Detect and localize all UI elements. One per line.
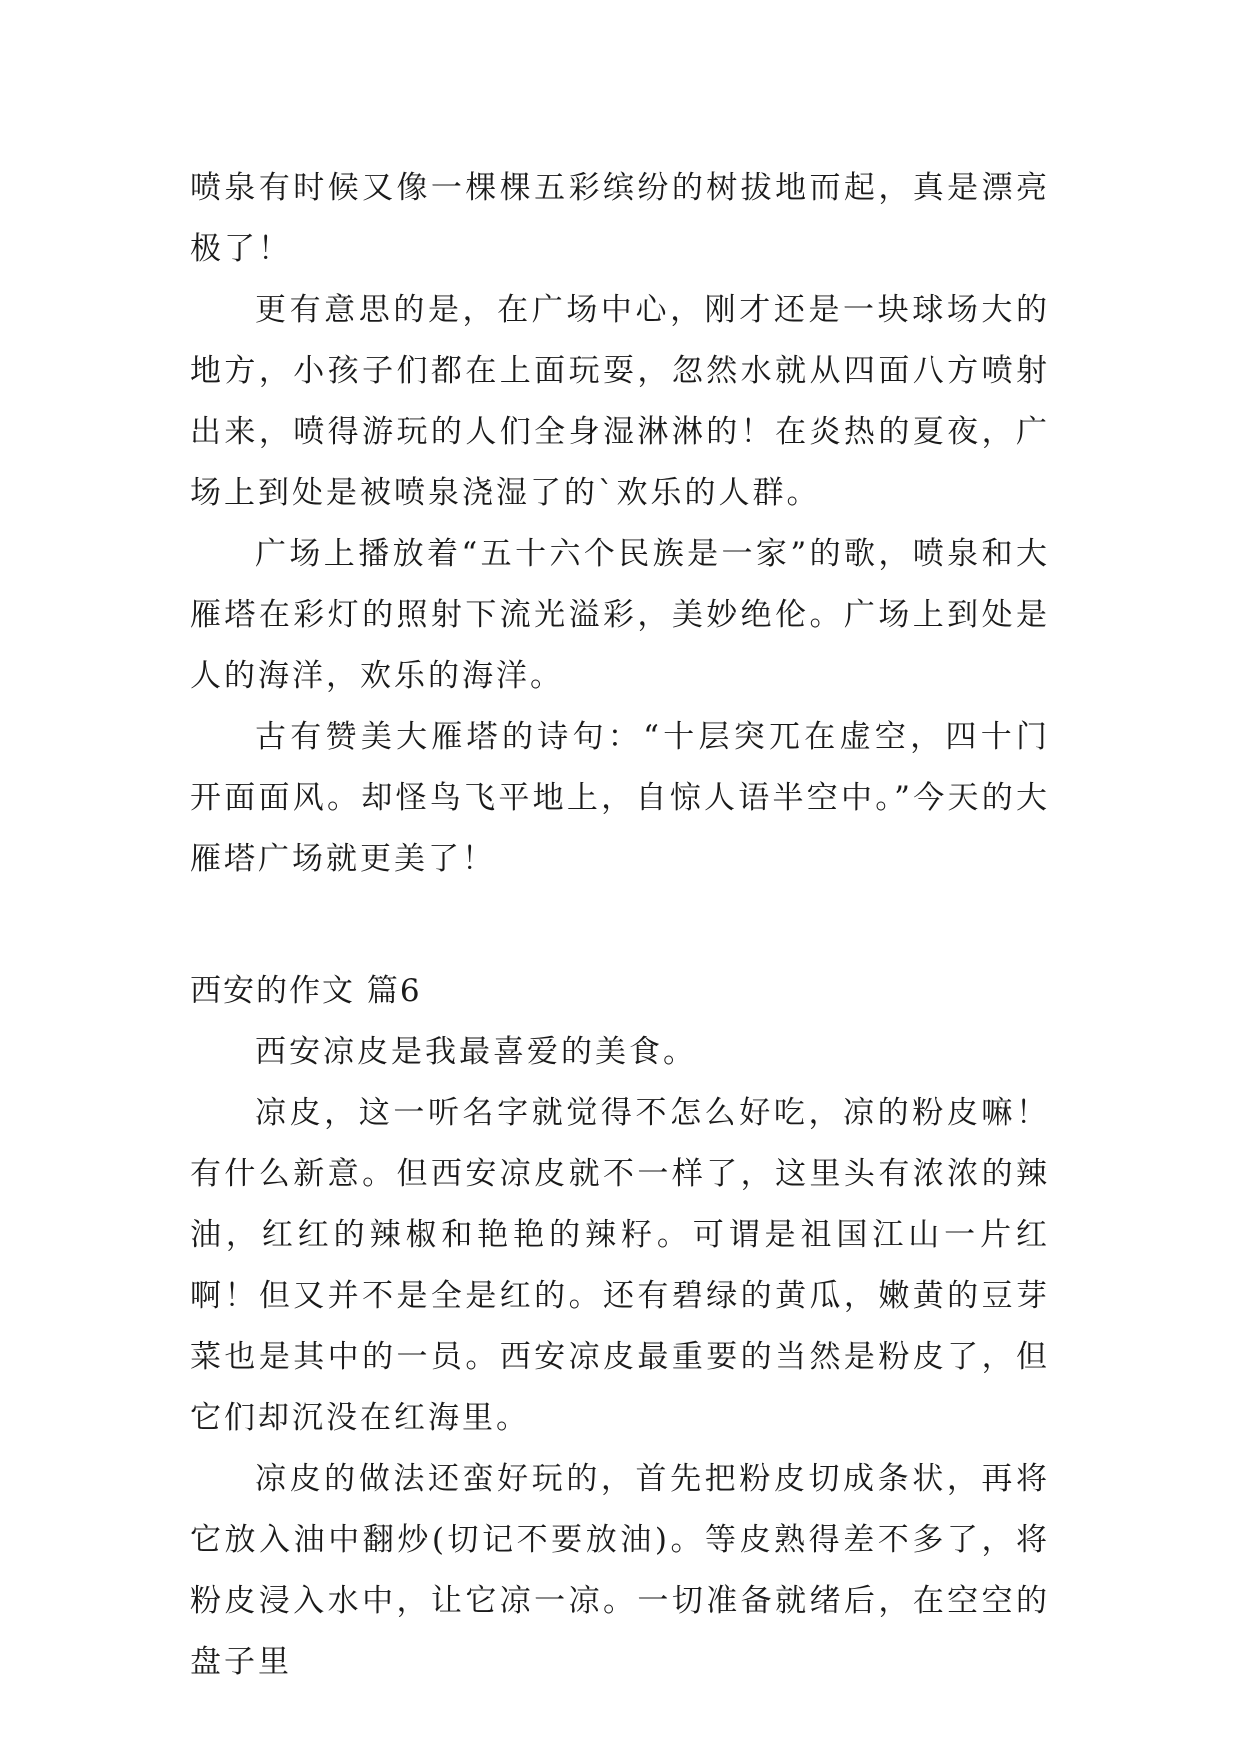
paragraph-poem: 古有赞美大雁塔的诗句：“十层突兀在虚空，四十门开面面风。却怪鸟飞平地上，自惊人语半空中。”今天的大雁塔广场就更美了！ <box>190 719 1050 877</box>
section-heading: 西安的作文 篇6 <box>190 973 422 1009</box>
paragraph-liangpi-method: 凉皮的做法还蛮好玩的，首先把粉皮切成条状，再将它放入油中翻炒(切记不要放油)。等皮熟得差不多了，将粉皮浸入水中，让它凉一凉。一切准备就绪后，在空空的盘子里 <box>190 1461 1050 1680</box>
paragraph-music-lights: 广场上播放着“五十六个民族是一家”的歌，喷泉和大雁塔在彩灯的照射下流光溢彩，美妙绝伦。广场上到处是人的海洋，欢乐的海洋。 <box>190 536 1050 694</box>
paragraph-fountain-trees: 喷泉有时候又像一棵棵五彩缤纷的树拔地而起，真是漂亮极了！ <box>190 170 1050 267</box>
paragraph-favorite-food: 西安凉皮是我最喜爱的美食。 <box>255 1034 697 1070</box>
paragraph-square-center: 更有意思的是，在广场中心，刚才还是一块球场大的地方，小孩子们都在上面玩耍，忽然水就从四面八方喷射出来，喷得游玩的人们全身湿淋淋的！在炎热的夏夜，广场上到处是被喷泉浇湿了的`欢乐的人群。 <box>190 292 1050 511</box>
document-body <box>190 158 1050 1693</box>
paragraph-liangpi-description: 凉皮，这一听名字就觉得不怎么好吃，凉的粉皮嘛！有什么新意。但西安凉皮就不一样了，这里头有浓浓的辣油，红红的辣椒和艳艳的辣籽。可谓是祖国江山一片红啊！但又并不是全是红的。还有碧绿的黄瓜，嫩黄的豆芽菜也是其中的一员。西安凉皮最重要的当然是粉皮了，但它们却沉没在红海里。 <box>190 1095 1050 1436</box>
